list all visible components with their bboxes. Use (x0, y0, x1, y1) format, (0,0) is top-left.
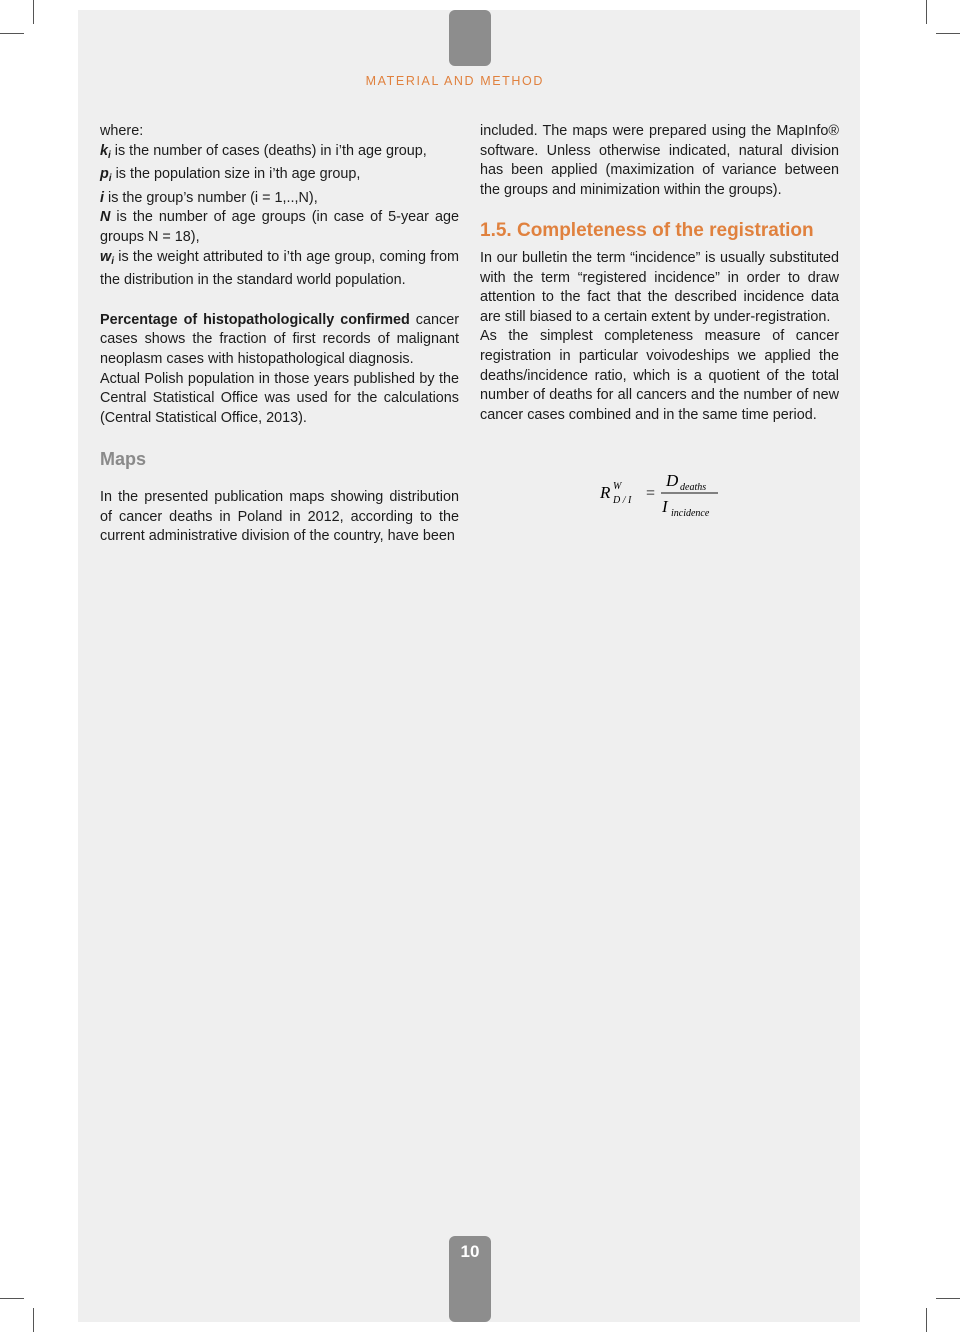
crop-mark (33, 1308, 34, 1332)
crop-mark (0, 33, 24, 34)
crop-mark (0, 1298, 24, 1299)
definition-text: is the group’s number (i = 1,..,N), (104, 189, 318, 206)
definition-symbol: w (100, 248, 112, 265)
crop-mark (926, 1308, 927, 1332)
definition-item (100, 165, 459, 189)
completeness-formula (598, 466, 738, 526)
formula-lhs-superscript: W (613, 481, 622, 492)
formula-lhs-symbol: R (600, 483, 611, 502)
left-column (100, 122, 459, 547)
crop-mark (926, 0, 927, 24)
definition-text: is the number of cases (deaths) in i’th age group, (110, 142, 427, 159)
completeness-paragraph-2: As the simplest completeness measure of cancer registration in particular voivodeships we applied the deaths/incidence ratio, which is a quotient of the total number of deaths for all cancers and the number of new cancer cases combined and in the same time period. (480, 328, 839, 423)
formula-denominator-subscript: incidence (671, 508, 710, 519)
right-column (480, 122, 839, 425)
definition-item (100, 189, 459, 209)
formula-numerator-subscript: deaths (680, 482, 707, 493)
histo-text: cancer cases shows the fraction of first records of malignant neoplasm cases with histopathological diagnosis. (100, 311, 459, 367)
definition-symbol: N (100, 209, 111, 226)
maps-paragraph: In the presented publication maps showing distribution of cancer deaths in Poland in 2012, according to the current administrative division of the country, have been (100, 488, 459, 545)
subscript: i (108, 173, 112, 185)
subscript: i (111, 255, 114, 267)
maps-continued-paragraph: included. The maps were prepared using the MapInfo® software. Unless otherwise indicated, natural division has been applied (maximization of variance between the groups and minimization within the groups). (480, 123, 839, 198)
crop-mark (936, 33, 960, 34)
formula-equals: = (646, 485, 656, 502)
subscript: i (108, 149, 111, 161)
section-label: MATERIAL AND METHOD (365, 74, 544, 88)
definition-text: is the number of age groups (in case of 5-year age groups N = 18), (100, 209, 459, 245)
definition-text: is the weight attributed to i’th age group, coming from the distribution in the standard world population. (100, 248, 459, 289)
formula-denominator-symbol: I (662, 497, 668, 516)
histo-bold-term: Percentage of histopathologically confirmed (100, 311, 410, 328)
formula-numerator-symbol: D (666, 471, 679, 490)
definition-symbol: i (100, 189, 104, 206)
definition-text: is the population size in i’th age group, (111, 166, 361, 183)
definition-item (100, 248, 459, 291)
definition-list (100, 142, 459, 291)
crop-mark (33, 0, 34, 24)
crop-mark (936, 1298, 960, 1299)
definition-item (100, 142, 459, 166)
population-paragraph: Actual Polish population in those years published by the Central Statistical Office was used for the calculations (Central Statistical Office, 2013). (100, 370, 459, 426)
where-label: where: (100, 123, 144, 139)
top-page-tab (449, 10, 491, 66)
definition-item (100, 208, 459, 247)
page-number-tab (449, 1236, 491, 1322)
page-number: 10 (460, 1242, 480, 1261)
completeness-paragraph-1: In our bulletin the term “incidence” is usually substituted with the term “registered incidence” in order to draw attention to the fact that the described incidence data are still biased to a certain extent by under-registration. (480, 249, 839, 325)
histo-paragraph (100, 311, 459, 370)
formula-lhs-subscript: D / I (613, 495, 632, 506)
section-heading: 1.5. Completeness of the registration (480, 220, 814, 242)
definition-symbol: k (100, 142, 109, 159)
definition-symbol: p (100, 166, 109, 183)
maps-heading: Maps (100, 449, 147, 470)
